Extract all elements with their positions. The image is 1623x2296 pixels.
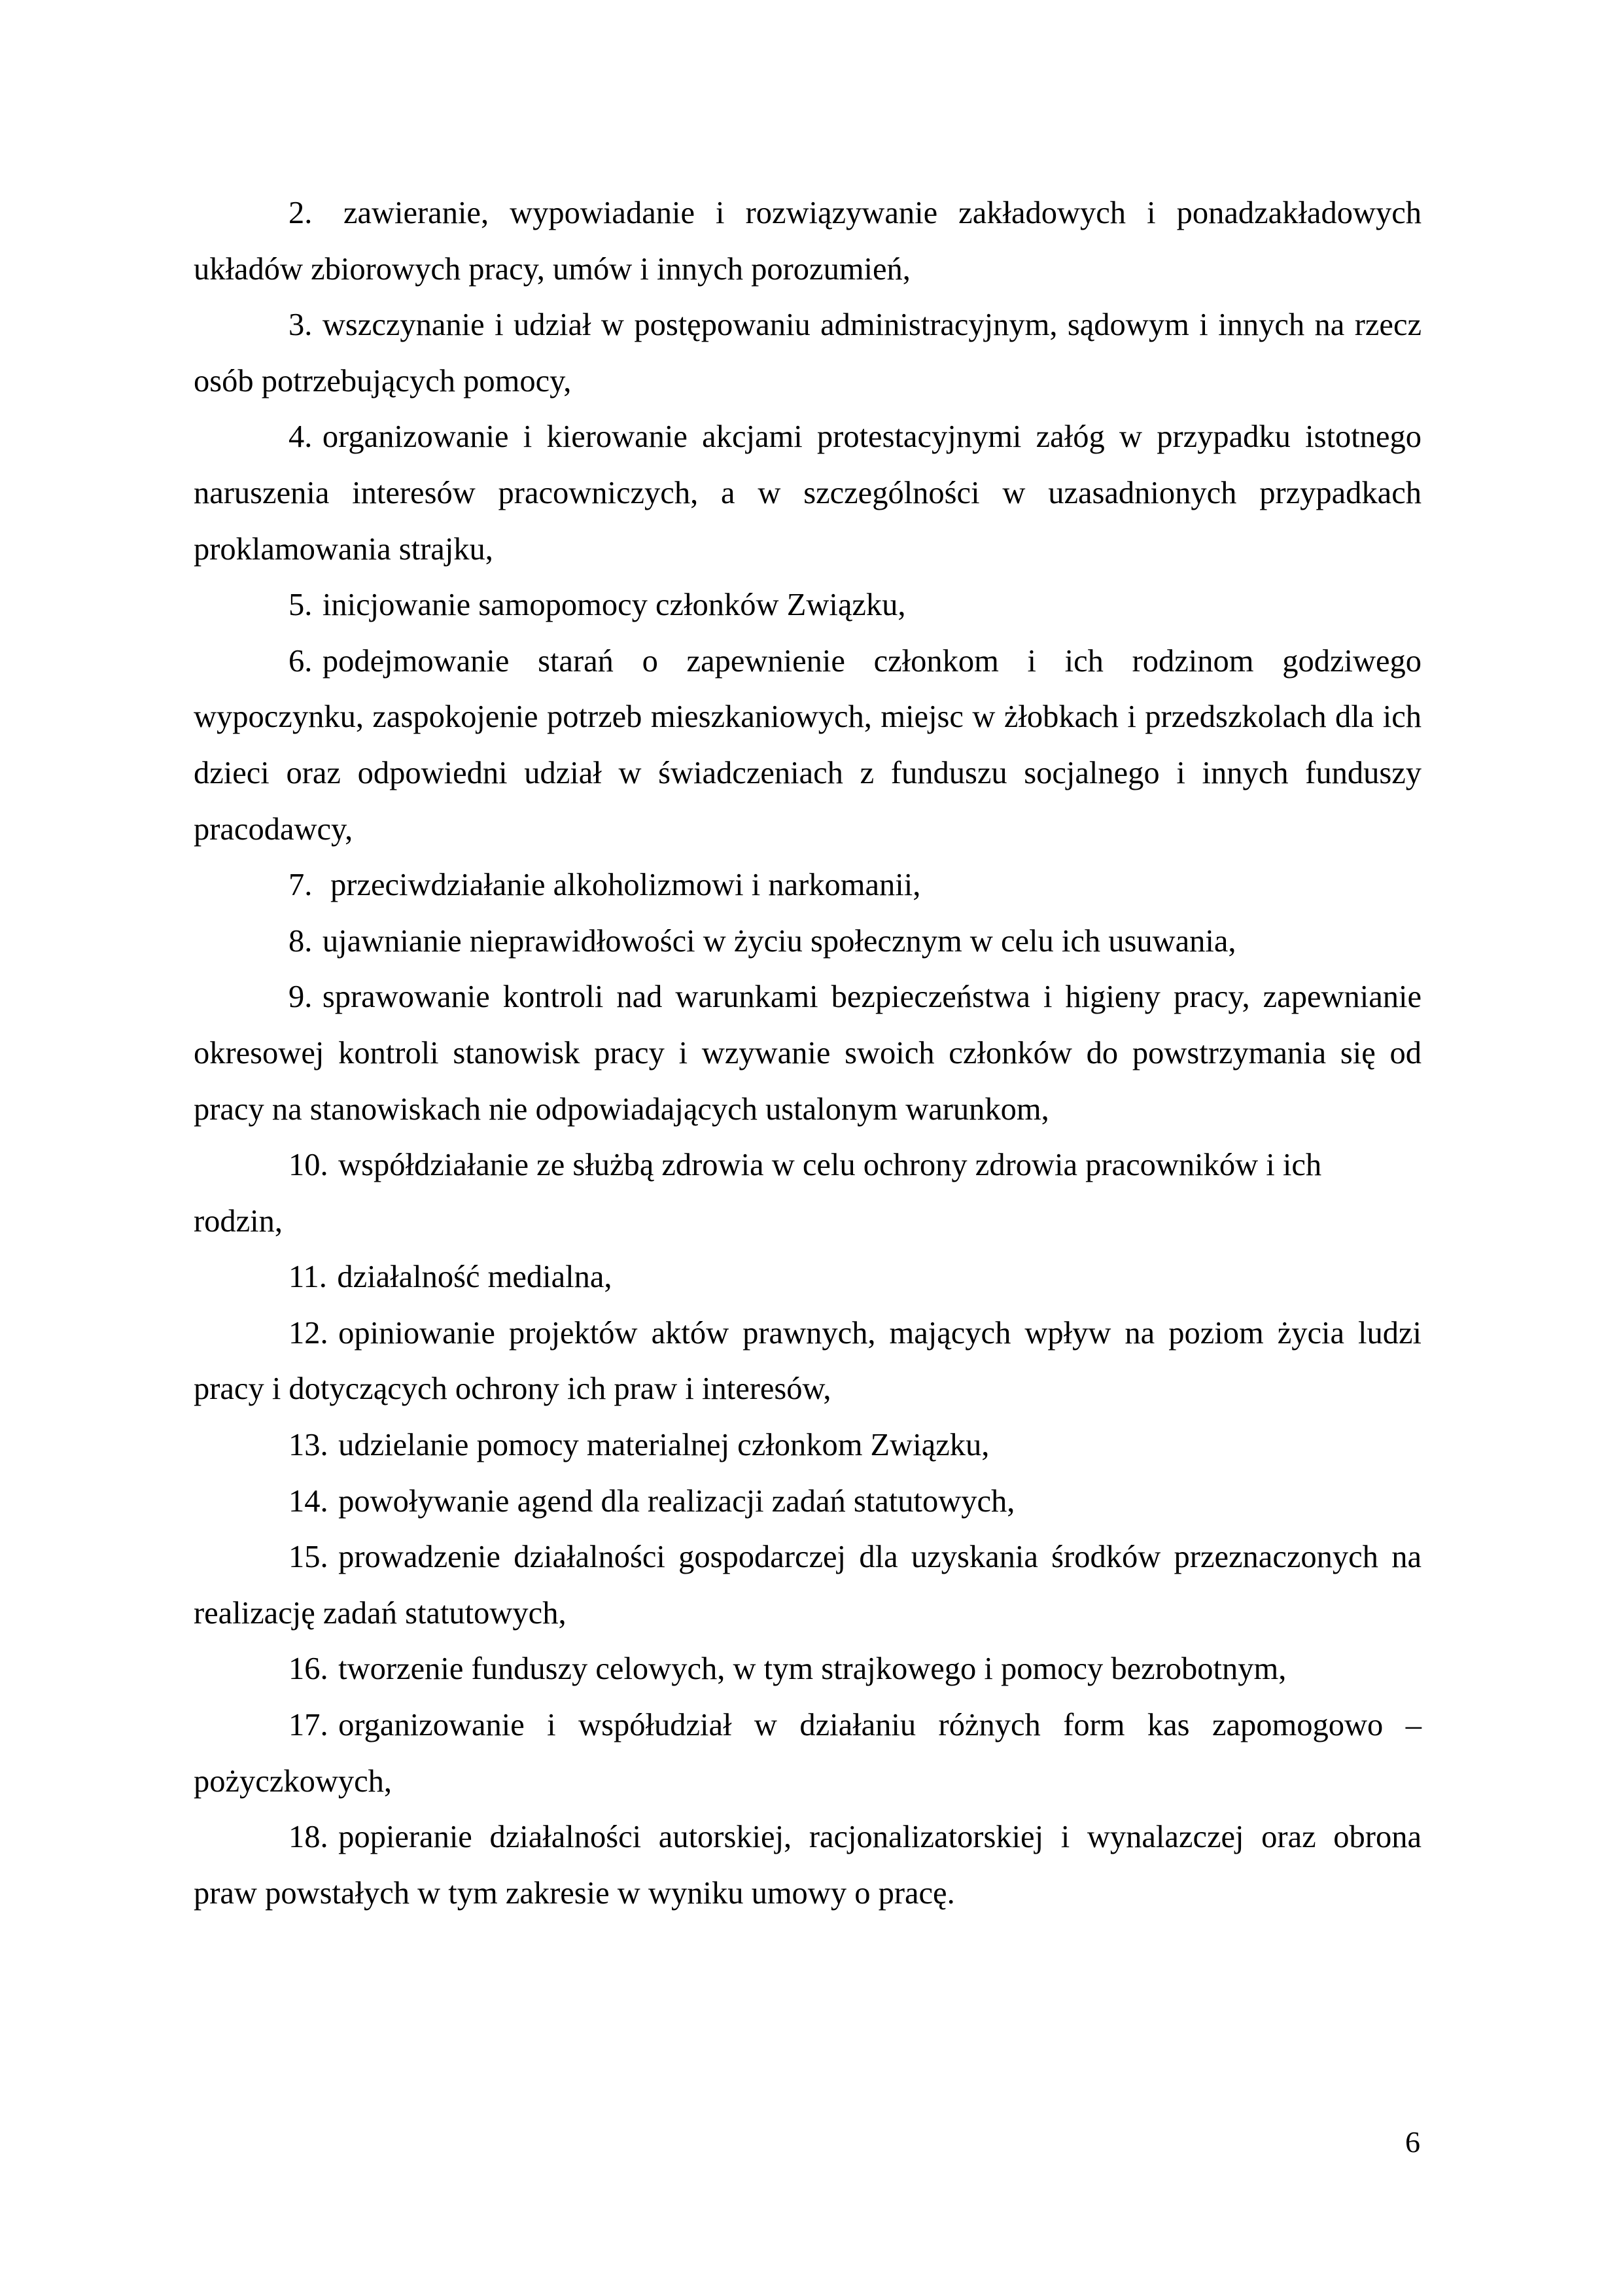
item-text: współdziałanie ze służbą zdrowia w celu ochrony zdrowia pracowników i ich xyxy=(338,1148,1322,1183)
item-text: udzielanie pomocy materialnej członkom Związku, xyxy=(338,1428,990,1463)
item-number: 10. xyxy=(288,1148,328,1183)
item-text: powoływanie agend dla realizacji zadań statutowych, xyxy=(338,1483,1015,1519)
item-text: zawieranie, wypowiadanie i rozwiązywanie zakładowych i ponadzakładowych układów zbiorowych pracy, umów i innych porozumień, xyxy=(194,196,1422,287)
item-text: prowadzenie działalności gospodarczej dla uzyskania środków przeznaczonych na realizację zadań statutowych, xyxy=(194,1540,1422,1631)
item-number: 9. xyxy=(288,980,313,1015)
item-number: 3. xyxy=(288,308,313,343)
item-text: opiniowanie projektów aktów prawnych, mających wpływ na poziom życia ludzi pracy i dotyczących ochrony ich praw i interesów, xyxy=(194,1315,1422,1407)
list-item-11 xyxy=(194,1249,1422,1305)
list-item-17 xyxy=(194,1697,1422,1809)
item-number: 15. xyxy=(288,1540,328,1575)
list-item-5 xyxy=(194,577,1422,633)
list-item-7 xyxy=(194,857,1422,913)
item-number: 12. xyxy=(288,1315,328,1351)
item-number: 4. xyxy=(288,419,313,455)
list-item-18 xyxy=(194,1809,1422,1921)
list-item-13 xyxy=(194,1417,1422,1474)
item-number: 17. xyxy=(288,1708,328,1743)
item-number: 16. xyxy=(288,1651,328,1687)
item-text: sprawowanie kontroli nad warunkami bezpieczeństwa i higieny pracy, zapewnianie okresowej kontroli stanowisk pracy i wzywanie swoich członków do powstrzymania się od pracy na stanowiskach nie odpowiadających ustalonym warunkom, xyxy=(194,980,1422,1127)
item-number: 14. xyxy=(288,1483,328,1519)
item-text: organizowanie i kierowanie akcjami protestacyjnymi załóg w przypadku istotnego naruszenia interesów pracowniczych, a w szczególności w uzasadnionych przypadkach proklamowania strajku, xyxy=(194,419,1422,567)
list-item-16 xyxy=(194,1641,1422,1697)
item-text: wszczynanie i udział w postępowaniu administracyjnym, sądowym i innych na rzecz osób potrzebujących pomocy, xyxy=(194,308,1422,398)
list-item-10 xyxy=(194,1137,1422,1193)
item-number: 8. xyxy=(288,923,313,959)
item-text: organizowanie i współudział w działaniu różnych form kas zapomogowo – pożyczkowych, xyxy=(194,1708,1422,1799)
list-item-12 xyxy=(194,1305,1422,1417)
item-number: 6. xyxy=(288,643,313,679)
item-text: działalność medialna, xyxy=(337,1260,612,1295)
list-item-8 xyxy=(194,913,1422,970)
list-item-4 xyxy=(194,409,1422,577)
item-number: 13. xyxy=(288,1428,328,1463)
item-number: 11. xyxy=(288,1260,327,1295)
item-number: 2. xyxy=(288,196,313,230)
list-item-9 xyxy=(194,969,1422,1137)
list-item-14 xyxy=(194,1474,1422,1530)
item-text: przeciwdziałanie alkoholizmowi i narkomanii, xyxy=(330,868,921,903)
list-item-10-continuation xyxy=(194,1193,1422,1250)
list-item-6 xyxy=(194,633,1422,857)
item-text: podejmowanie starań o zapewnienie członkom i ich rodzinom godziwego wypoczynku, zaspokojenie potrzeb mieszkaniowych, miejsc w żłobkach i przedszkolach dla ich dzieci oraz odpowiedni udział w świadczeniach z funduszu socjalnego i innych funduszy pracodawcy, xyxy=(194,643,1422,847)
item-text: tworzenie funduszy celowych, w tym strajkowego i pomocy bezrobotnym, xyxy=(338,1651,1287,1687)
item-text: inicjowanie samopomocy członków Związku, xyxy=(322,588,906,623)
item-number: 7. xyxy=(288,868,313,903)
page-number: 6 xyxy=(1405,2125,1420,2159)
list-item-2 xyxy=(194,185,1422,297)
statute-list xyxy=(194,185,1422,1921)
item-number: 5. xyxy=(288,588,313,623)
item-number: 18. xyxy=(288,1820,328,1855)
item-text: popieranie działalności autorskiej, racjonalizatorskiej i wynalazczej oraz obrona praw powstałych w tym zakresie w wyniku umowy o pracę. xyxy=(194,1820,1422,1911)
item-text: rodzin, xyxy=(194,1203,283,1239)
item-text: ujawnianie nieprawidłowości w życiu społecznym w celu ich usuwania, xyxy=(322,923,1236,959)
list-item-15 xyxy=(194,1529,1422,1641)
list-item-3 xyxy=(194,297,1422,409)
